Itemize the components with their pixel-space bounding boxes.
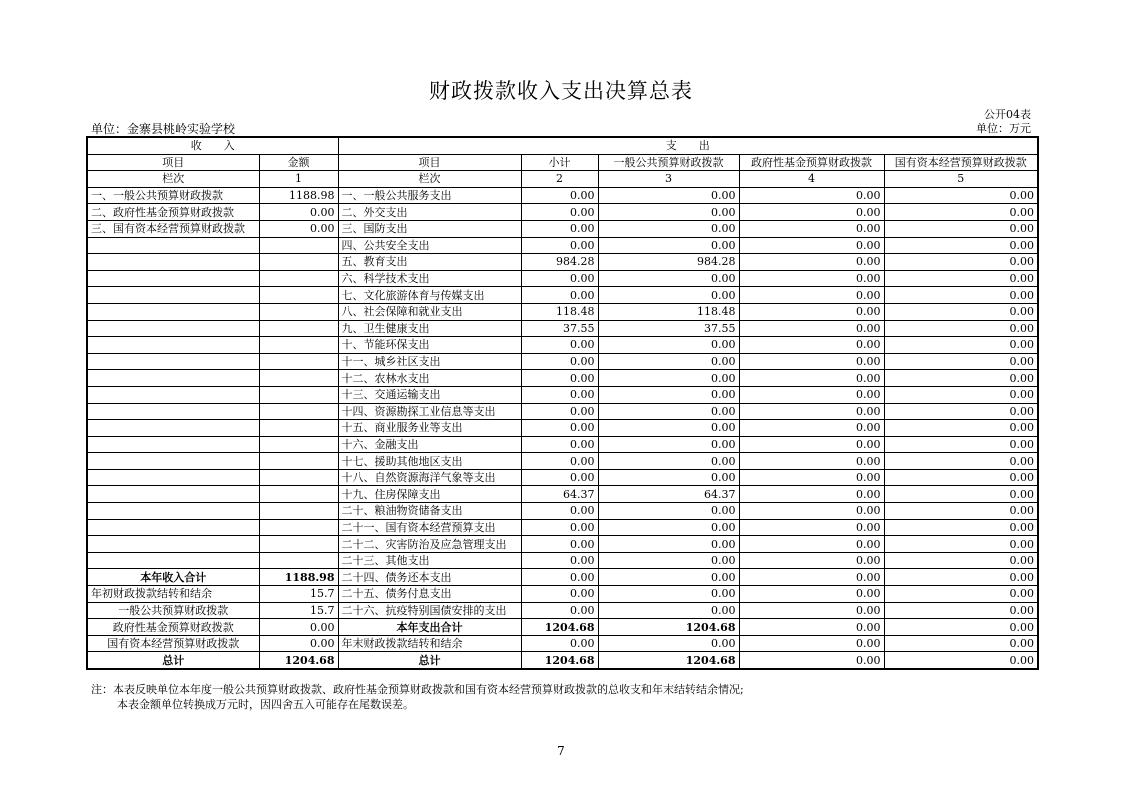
expense-gov-fund: 0.00 bbox=[739, 619, 884, 636]
income-amount bbox=[259, 303, 338, 320]
col-index-1: 1 bbox=[259, 171, 338, 188]
expense-subtotal: 0.00 bbox=[521, 586, 598, 603]
expense-state-capital: 0.00 bbox=[884, 486, 1038, 503]
table-row bbox=[87, 469, 1038, 486]
expense-state-capital: 0.00 bbox=[884, 320, 1038, 337]
expense-item: 本年支出合计 bbox=[338, 619, 521, 636]
expense-gov-fund: 0.00 bbox=[739, 403, 884, 420]
expense-state-capital: 0.00 bbox=[884, 237, 1038, 254]
expense-gov-fund: 0.00 bbox=[739, 536, 884, 553]
expense-state-capital: 0.00 bbox=[884, 287, 1038, 304]
page-title: 财政拨款收入支出决算总表 bbox=[429, 79, 693, 103]
expense-item: 十五、商业服务业等支出 bbox=[338, 420, 521, 437]
expense-subtotal: 0.00 bbox=[521, 287, 598, 304]
expense-subtotal: 0.00 bbox=[521, 469, 598, 486]
expense-subtotal: 0.00 bbox=[521, 453, 598, 470]
income-item bbox=[87, 519, 259, 536]
table-row bbox=[87, 370, 1038, 387]
income-amount: 1188.98 bbox=[259, 569, 338, 586]
expense-gov-fund: 0.00 bbox=[739, 586, 884, 603]
expense-item: 二、外交支出 bbox=[338, 204, 521, 221]
expense-subtotal: 0.00 bbox=[521, 602, 598, 619]
col-index-2: 2 bbox=[521, 171, 598, 188]
table-row bbox=[87, 320, 1038, 337]
income-amount bbox=[259, 254, 338, 271]
expense-item: 五、教育支出 bbox=[338, 254, 521, 271]
table-row bbox=[87, 303, 1038, 320]
expense-item: 二十六、抗疫特别国债安排的支出 bbox=[338, 602, 521, 619]
expense-subtotal: 0.00 bbox=[521, 536, 598, 553]
expense-general: 0.00 bbox=[598, 386, 739, 403]
col-index-label-2: 栏次 bbox=[338, 171, 521, 188]
expense-state-capital: 0.00 bbox=[884, 254, 1038, 271]
income-amount: 15.7 bbox=[259, 602, 338, 619]
expense-state-capital: 0.00 bbox=[884, 635, 1038, 652]
expense-gov-fund: 0.00 bbox=[739, 469, 884, 486]
table-row bbox=[87, 420, 1038, 437]
expense-general: 0.00 bbox=[598, 503, 739, 520]
income-item bbox=[87, 270, 259, 287]
income-item: 三、国有资本经营预算财政拨款 bbox=[87, 220, 259, 237]
income-amount bbox=[259, 337, 338, 354]
table-row bbox=[87, 536, 1038, 553]
table-row bbox=[87, 635, 1038, 652]
income-item bbox=[87, 436, 259, 453]
expense-general: 0.00 bbox=[598, 353, 739, 370]
expense-subtotal: 0.00 bbox=[521, 386, 598, 403]
income-amount bbox=[259, 420, 338, 437]
expense-general: 0.00 bbox=[598, 403, 739, 420]
expense-gov-fund: 0.00 bbox=[739, 552, 884, 569]
expense-general: 0.00 bbox=[598, 370, 739, 387]
expense-item: 十三、交通运输支出 bbox=[338, 386, 521, 403]
expense-general: 0.00 bbox=[598, 337, 739, 354]
col-index-5: 5 bbox=[884, 171, 1038, 188]
expense-item: 六、科学技术支出 bbox=[338, 270, 521, 287]
expense-gov-fund: 0.00 bbox=[739, 187, 884, 204]
header-row-numbers bbox=[87, 171, 1038, 188]
page-number: 7 bbox=[557, 744, 565, 758]
expense-gov-fund: 0.00 bbox=[739, 270, 884, 287]
income-amount bbox=[259, 403, 338, 420]
income-item: 总计 bbox=[87, 652, 259, 669]
table-row bbox=[87, 204, 1038, 221]
col-header-state-capital: 国有资本经营预算财政拨款 bbox=[884, 154, 1038, 171]
income-amount bbox=[259, 287, 338, 304]
expense-state-capital: 0.00 bbox=[884, 453, 1038, 470]
expense-item: 二十三、其他支出 bbox=[338, 552, 521, 569]
expense-subtotal: 0.00 bbox=[521, 420, 598, 437]
income-item bbox=[87, 469, 259, 486]
income-amount: 0.00 bbox=[259, 635, 338, 652]
expense-gov-fund: 0.00 bbox=[739, 386, 884, 403]
expense-state-capital: 0.00 bbox=[884, 337, 1038, 354]
expense-subtotal: 0.00 bbox=[521, 552, 598, 569]
expense-state-capital: 0.00 bbox=[884, 469, 1038, 486]
table-row bbox=[87, 220, 1038, 237]
expense-item: 二十五、债务付息支出 bbox=[338, 586, 521, 603]
expense-general: 64.37 bbox=[598, 486, 739, 503]
table-row bbox=[87, 287, 1038, 304]
expense-item: 总计 bbox=[338, 652, 521, 669]
expense-gov-fund: 0.00 bbox=[739, 436, 884, 453]
expense-item: 年末财政拨款结转和结余 bbox=[338, 635, 521, 652]
table-row bbox=[87, 503, 1038, 520]
expense-state-capital: 0.00 bbox=[884, 652, 1038, 669]
income-item: 年初财政拨款结转和结余 bbox=[87, 586, 259, 603]
expense-general: 118.48 bbox=[598, 303, 739, 320]
income-amount bbox=[259, 436, 338, 453]
expense-item: 七、文化旅游体育与传媒支出 bbox=[338, 287, 521, 304]
expense-subtotal: 118.48 bbox=[521, 303, 598, 320]
table-row bbox=[87, 552, 1038, 569]
table-row bbox=[87, 403, 1038, 420]
table-row bbox=[87, 569, 1038, 586]
expense-item: 四、公共安全支出 bbox=[338, 237, 521, 254]
expense-subtotal: 0.00 bbox=[521, 503, 598, 520]
expense-state-capital: 0.00 bbox=[884, 586, 1038, 603]
expense-gov-fund: 0.00 bbox=[739, 519, 884, 536]
expense-subtotal: 0.00 bbox=[521, 436, 598, 453]
expense-general: 0.00 bbox=[598, 220, 739, 237]
income-item bbox=[87, 337, 259, 354]
income-amount bbox=[259, 370, 338, 387]
expense-general: 37.55 bbox=[598, 320, 739, 337]
income-amount: 15.7 bbox=[259, 586, 338, 603]
expense-state-capital: 0.00 bbox=[884, 619, 1038, 636]
expense-gov-fund: 0.00 bbox=[739, 569, 884, 586]
expense-state-capital: 0.00 bbox=[884, 187, 1038, 204]
expense-subtotal: 64.37 bbox=[521, 486, 598, 503]
expense-subtotal: 0.00 bbox=[521, 370, 598, 387]
income-amount: 0.00 bbox=[259, 220, 338, 237]
expense-gov-fund: 0.00 bbox=[739, 287, 884, 304]
income-item: 国有资本经营预算财政拨款 bbox=[87, 635, 259, 652]
expense-state-capital: 0.00 bbox=[884, 303, 1038, 320]
expense-general: 1204.68 bbox=[598, 619, 739, 636]
expense-subtotal: 0.00 bbox=[521, 204, 598, 221]
expense-gov-fund: 0.00 bbox=[739, 652, 884, 669]
col-header-expense-item: 项目 bbox=[338, 154, 521, 171]
expense-gov-fund: 0.00 bbox=[739, 420, 884, 437]
income-amount: 1204.68 bbox=[259, 652, 338, 669]
income-amount bbox=[259, 453, 338, 470]
income-item: 政府性基金预算财政拨款 bbox=[87, 619, 259, 636]
expense-subtotal: 0.00 bbox=[521, 519, 598, 536]
expense-item: 九、卫生健康支出 bbox=[338, 320, 521, 337]
expense-gov-fund: 0.00 bbox=[739, 453, 884, 470]
income-item: 本年收入合计 bbox=[87, 569, 259, 586]
income-amount bbox=[259, 386, 338, 403]
expense-subtotal: 0.00 bbox=[521, 569, 598, 586]
expense-state-capital: 0.00 bbox=[884, 370, 1038, 387]
expense-subtotal: 37.55 bbox=[521, 320, 598, 337]
col-index-3: 3 bbox=[598, 171, 739, 188]
expense-general: 984.28 bbox=[598, 254, 739, 271]
expense-state-capital: 0.00 bbox=[884, 519, 1038, 536]
expense-subtotal: 0.00 bbox=[521, 237, 598, 254]
income-item: 一般公共预算财政拨款 bbox=[87, 602, 259, 619]
expense-state-capital: 0.00 bbox=[884, 569, 1038, 586]
income-amount bbox=[259, 552, 338, 569]
income-item bbox=[87, 353, 259, 370]
expense-gov-fund: 0.00 bbox=[739, 337, 884, 354]
expense-item: 十七、援助其他地区支出 bbox=[338, 453, 521, 470]
expense-state-capital: 0.00 bbox=[884, 503, 1038, 520]
form-number: 公开04表 bbox=[984, 108, 1031, 121]
income-item bbox=[87, 536, 259, 553]
table-row bbox=[87, 619, 1038, 636]
expense-gov-fund: 0.00 bbox=[739, 320, 884, 337]
income-item bbox=[87, 303, 259, 320]
expense-general: 0.00 bbox=[598, 569, 739, 586]
expense-general: 0.00 bbox=[598, 270, 739, 287]
expense-item: 二十、粮油物资储备支出 bbox=[338, 503, 521, 520]
expense-general: 0.00 bbox=[598, 552, 739, 569]
expense-item: 十、节能环保支出 bbox=[338, 337, 521, 354]
table-row bbox=[87, 187, 1038, 204]
table-row bbox=[87, 270, 1038, 287]
expense-general: 0.00 bbox=[598, 287, 739, 304]
income-item bbox=[87, 320, 259, 337]
expense-gov-fund: 0.00 bbox=[739, 237, 884, 254]
income-amount bbox=[259, 519, 338, 536]
expense-state-capital: 0.00 bbox=[884, 403, 1038, 420]
income-item bbox=[87, 552, 259, 569]
expense-state-capital: 0.00 bbox=[884, 386, 1038, 403]
expense-subtotal: 0.00 bbox=[521, 270, 598, 287]
col-header-subtotal: 小计 bbox=[521, 154, 598, 171]
table-row bbox=[87, 353, 1038, 370]
expense-item: 一、一般公共服务支出 bbox=[338, 187, 521, 204]
income-amount: 0.00 bbox=[259, 204, 338, 221]
income-item bbox=[87, 403, 259, 420]
income-item bbox=[87, 486, 259, 503]
income-amount: 0.00 bbox=[259, 619, 338, 636]
table-row bbox=[87, 337, 1038, 354]
unit-measure: 单位：万元 bbox=[976, 122, 1031, 135]
expense-state-capital: 0.00 bbox=[884, 536, 1038, 553]
expense-general: 0.00 bbox=[598, 635, 739, 652]
col-header-amount: 金额 bbox=[259, 154, 338, 171]
expense-item: 十六、金融支出 bbox=[338, 436, 521, 453]
income-item: 一、一般公共预算财政拨款 bbox=[87, 187, 259, 204]
expense-general: 0.00 bbox=[598, 187, 739, 204]
expense-state-capital: 0.00 bbox=[884, 436, 1038, 453]
income-item bbox=[87, 453, 259, 470]
expense-subtotal: 0.00 bbox=[521, 220, 598, 237]
col-index-label: 栏次 bbox=[87, 171, 259, 188]
expense-state-capital: 0.00 bbox=[884, 270, 1038, 287]
expense-subtotal: 984.28 bbox=[521, 254, 598, 271]
income-item bbox=[87, 254, 259, 271]
income-amount: 1188.98 bbox=[259, 187, 338, 204]
expense-state-capital: 0.00 bbox=[884, 420, 1038, 437]
footnote-line-2: 本表金额单位转换成万元时，因四舍五入可能存在尾数误差。 bbox=[117, 698, 414, 711]
income-amount bbox=[259, 469, 338, 486]
expense-subtotal: 0.00 bbox=[521, 353, 598, 370]
expense-state-capital: 0.00 bbox=[884, 602, 1038, 619]
expense-subtotal: 1204.68 bbox=[521, 652, 598, 669]
expense-subtotal: 1204.68 bbox=[521, 619, 598, 636]
table-row bbox=[87, 602, 1038, 619]
expense-gov-fund: 0.00 bbox=[739, 254, 884, 271]
income-item bbox=[87, 287, 259, 304]
table-row bbox=[87, 254, 1038, 271]
footnote-line-1: 注：本表反映单位本年度一般公共预算财政拨款、政府性基金预算财政拨款和国有资本经营预算财政拨款的总收支和年末结转结余情况; bbox=[91, 683, 744, 696]
expense-general: 0.00 bbox=[598, 436, 739, 453]
expense-item: 十二、农林水支出 bbox=[338, 370, 521, 387]
expense-subtotal: 0.00 bbox=[521, 337, 598, 354]
expense-general: 0.00 bbox=[598, 237, 739, 254]
table-row bbox=[87, 436, 1038, 453]
expense-item: 十一、城乡社区支出 bbox=[338, 353, 521, 370]
expense-gov-fund: 0.00 bbox=[739, 602, 884, 619]
table-row bbox=[87, 237, 1038, 254]
expense-general: 0.00 bbox=[598, 519, 739, 536]
expense-gov-fund: 0.00 bbox=[739, 486, 884, 503]
expense-general: 0.00 bbox=[598, 536, 739, 553]
unit-name: 单位：金寨县桃岭实验学校 bbox=[91, 122, 236, 136]
expense-gov-fund: 0.00 bbox=[739, 370, 884, 387]
table-row bbox=[87, 519, 1038, 536]
table-row bbox=[87, 386, 1038, 403]
income-header: 收 入 bbox=[87, 137, 338, 154]
expense-gov-fund: 0.00 bbox=[739, 353, 884, 370]
expense-general: 0.00 bbox=[598, 602, 739, 619]
income-amount bbox=[259, 503, 338, 520]
table-row bbox=[87, 486, 1038, 503]
expense-item: 三、国防支出 bbox=[338, 220, 521, 237]
expense-general: 0.00 bbox=[598, 204, 739, 221]
expense-general: 1204.68 bbox=[598, 652, 739, 669]
income-item bbox=[87, 503, 259, 520]
col-header-general: 一般公共预算财政拨款 bbox=[598, 154, 739, 171]
income-amount bbox=[259, 353, 338, 370]
expense-item: 二十四、债务还本支出 bbox=[338, 569, 521, 586]
expense-state-capital: 0.00 bbox=[884, 220, 1038, 237]
expense-item: 八、社会保障和就业支出 bbox=[338, 303, 521, 320]
expense-subtotal: 0.00 bbox=[521, 187, 598, 204]
col-header-income-item: 项目 bbox=[87, 154, 259, 171]
col-index-4: 4 bbox=[739, 171, 884, 188]
header-row-section bbox=[87, 137, 1038, 154]
income-amount bbox=[259, 486, 338, 503]
expense-gov-fund: 0.00 bbox=[739, 204, 884, 221]
table-row bbox=[87, 453, 1038, 470]
expense-gov-fund: 0.00 bbox=[739, 635, 884, 652]
table-row bbox=[87, 652, 1038, 669]
col-header-gov-fund: 政府性基金预算财政拨款 bbox=[739, 154, 884, 171]
expense-item: 十八、自然资源海洋气象等支出 bbox=[338, 469, 521, 486]
expense-header: 支 出 bbox=[338, 137, 1038, 154]
income-item bbox=[87, 370, 259, 387]
expense-subtotal: 0.00 bbox=[521, 635, 598, 652]
expense-gov-fund: 0.00 bbox=[739, 503, 884, 520]
income-item: 二、政府性基金预算财政拨款 bbox=[87, 204, 259, 221]
expense-item: 十九、住房保障支出 bbox=[338, 486, 521, 503]
expense-subtotal: 0.00 bbox=[521, 403, 598, 420]
income-amount bbox=[259, 320, 338, 337]
expense-general: 0.00 bbox=[598, 420, 739, 437]
income-item bbox=[87, 420, 259, 437]
header-row-columns bbox=[87, 154, 1038, 171]
expense-state-capital: 0.00 bbox=[884, 353, 1038, 370]
budget-table bbox=[86, 136, 1039, 670]
income-amount bbox=[259, 237, 338, 254]
expense-state-capital: 0.00 bbox=[884, 204, 1038, 221]
expense-general: 0.00 bbox=[598, 586, 739, 603]
expense-general: 0.00 bbox=[598, 469, 739, 486]
income-item bbox=[87, 237, 259, 254]
expense-gov-fund: 0.00 bbox=[739, 303, 884, 320]
income-amount bbox=[259, 536, 338, 553]
expense-gov-fund: 0.00 bbox=[739, 220, 884, 237]
expense-item: 十四、资源勘探工业信息等支出 bbox=[338, 403, 521, 420]
table-row bbox=[87, 586, 1038, 603]
income-amount bbox=[259, 270, 338, 287]
expense-item: 二十一、国有资本经营预算支出 bbox=[338, 519, 521, 536]
expense-general: 0.00 bbox=[598, 453, 739, 470]
income-item bbox=[87, 386, 259, 403]
expense-item: 二十二、灾害防治及应急管理支出 bbox=[338, 536, 521, 553]
expense-state-capital: 0.00 bbox=[884, 552, 1038, 569]
